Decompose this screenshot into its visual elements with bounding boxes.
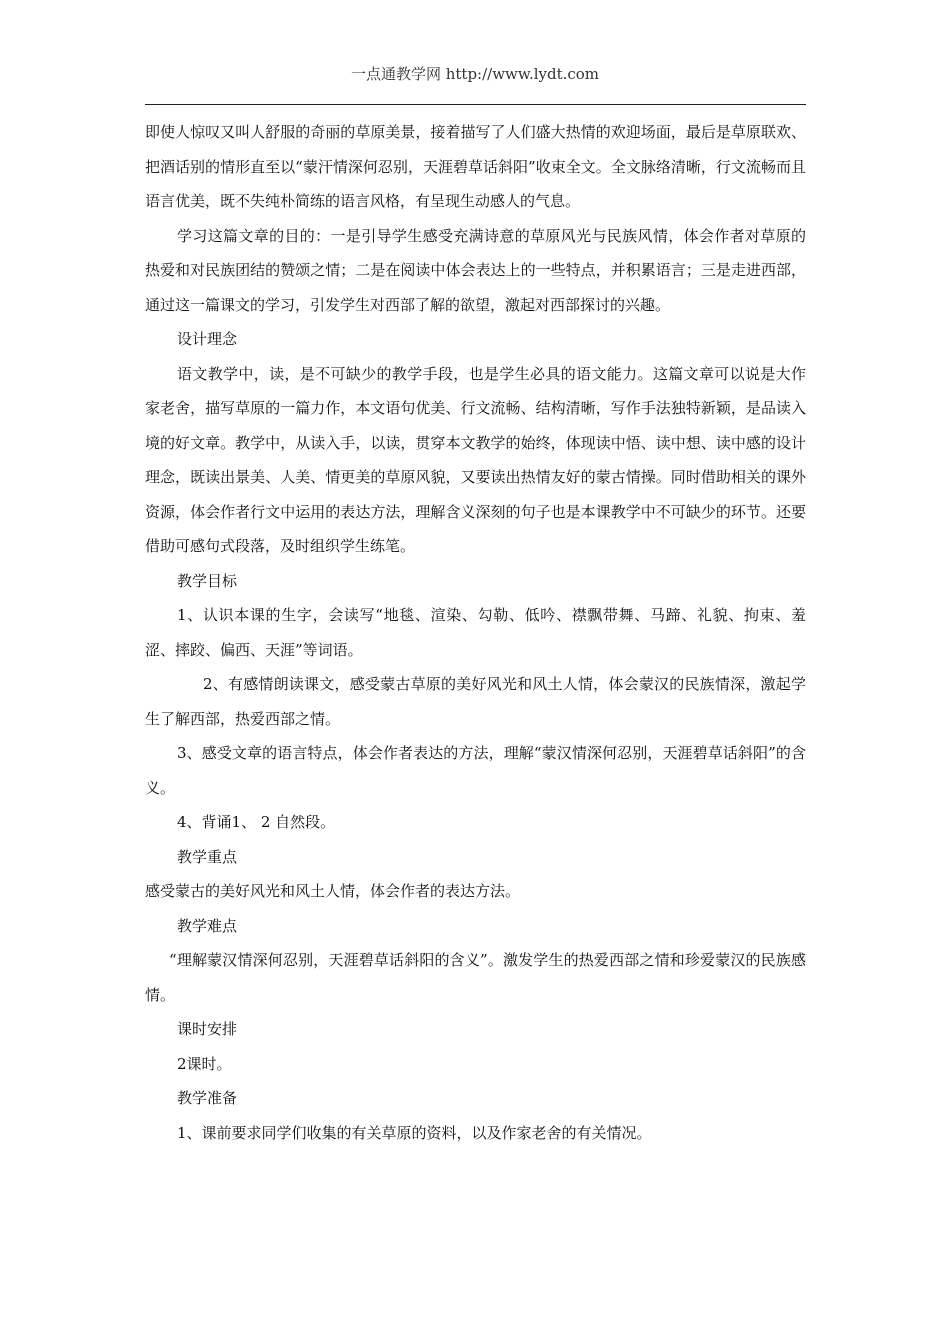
header-divider	[145, 104, 806, 105]
heading-difficulties: 教学难点	[177, 916, 238, 935]
heading-preparation: 教学准备	[177, 1089, 238, 1107]
preparation-item-1: 1、课前要求同学们收集的有关草原的资料，以及作家老舍的有关情况。	[177, 1123, 652, 1142]
goal-item-4: 4、背诵1、 2 自然段。	[177, 813, 336, 831]
goal-item-3: 3、感受文章的语言特点，体会作者表达的方法，理解“蒙汉情深何忍别，天涯碧草话斜阳”的含义。	[145, 744, 806, 797]
heading-key-points: 教学重点	[177, 847, 238, 866]
paragraph-intro-continued: 即使人惊叹又叫人舒服的奇丽的草原美景，接着描写了人们盛大热情的欢迎场面，最后是草原联欢、把酒话别的情形直至以“蒙汗情深何忍别，天涯碧草话斜阳”收束全文。全文脉络清晰，行文流畅而且语言优美，既不失纯朴简练的语言风格，有呈现生动感人的气息。	[145, 123, 806, 210]
goal-item-1: 1、认识本课的生字，会读写“地毯、渲染、勾勒、低吟、襟飘带舞、马蹄、礼貌、拘束、羞涩、摔跤、偏西、天涯”等词语。	[145, 606, 806, 659]
heading-schedule: 课时安排	[177, 1020, 238, 1038]
paragraph-design-concept: 语文教学中，读，是不可缺少的教学手段，也是学生必具的语文能力。这篇文章可以说是大作家老舍，描写草原的一篇力作，本文语句优美、行文流畅、结构清晰，写作手法独特新颖，是品读入境的好文章。教学中，从读入手，以读，贯穿本文教学的始终，体现读中悟、读中想、读中感的设计理念，既读出景美、人美、情更美的草原风貌，又要读出热情友好的蒙古情操。同时借助相关的课外资源，体会作者行文中运用的表达方法，理解含义深刻的句子也是本课教学中不可缺少的环节。还要借助可感句式段落，及时组织学生练笔。	[145, 364, 806, 555]
page-header	[0, 64, 950, 84]
key-points-text: 感受蒙古的美好风光和风土人情，体会作者的表达方法。	[145, 882, 521, 900]
heading-design-concept: 设计理念	[177, 330, 238, 348]
schedule-text: 2课时。	[177, 1054, 232, 1073]
site-name: 一点通教学网 http://www.lydt.com	[350, 65, 600, 83]
goal-item-2: 2、有感情朗读课文，感受蒙古草原的美好风光和风土人情，体会蒙汉的民族情深，激起学生了解西部，热爱西部之情。	[145, 675, 806, 728]
document-body	[145, 115, 806, 1150]
difficulties-text: “理解蒙汉情深何忍别，天涯碧草话斜阳的含义”。激发学生的热爱西部之情和珍爱蒙汉的民族感情。	[145, 951, 806, 1004]
paragraph-purpose: 学习这篇文章的目的：一是引导学生感受充满诗意的草原风光与民族风情，体会作者对草原的热爱和对民族团结的赞颂之情；二是在阅读中体会表达上的一些特点，并积累语言；三是走进西部，通过这一篇课文的学习，引发学生对西部了解的欲望，激起对西部探讨的兴趣。	[145, 226, 806, 314]
heading-teaching-goals: 教学目标	[177, 571, 238, 590]
